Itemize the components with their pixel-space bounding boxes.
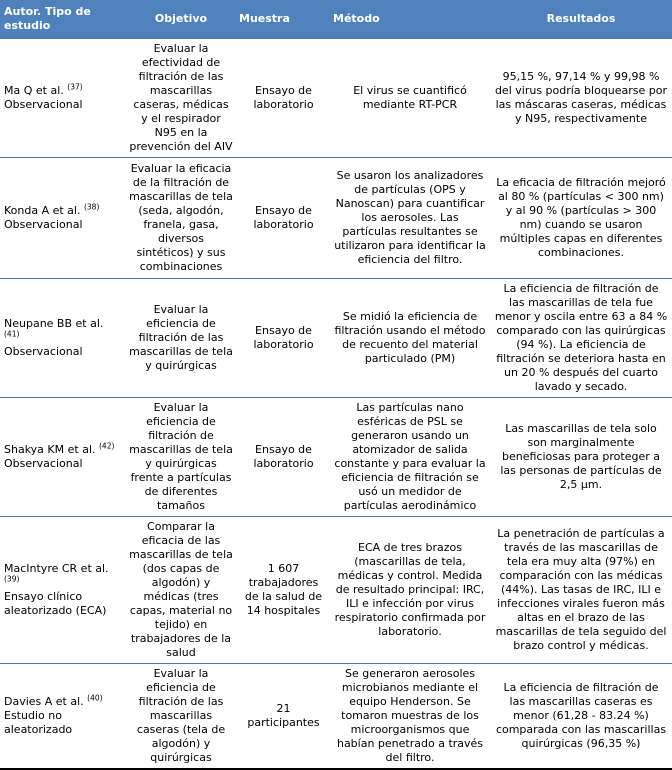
study-type: Observacional [4,97,83,111]
author-name: MacIntyre CR et al. [4,561,109,575]
method-cell: ECA de tres brazos (mascarillas de tela, médicas y control. Medida de resultado principal: IRC, ILI e infección por virus respiratorio confirmada por laboratorio. [334,540,486,638]
table-row [0,278,672,397]
study-type: Observacional [4,344,83,358]
reference-number: (41) [4,328,20,338]
author-name: Neupane BB et al. [4,316,104,330]
sample-cell: Ensayo de laboratorio [253,323,314,351]
column-header-autor-tipo-de-estudio: Autor. Tipo de estudio [0,0,125,38]
objective-cell: Evaluar la eficiencia de filtración de mascarillas de tela y quirúrgicas frente a partículas de diferentes tamaños [129,400,233,512]
objective-cell: Comparar la eficacia de las mascarillas de tela (dos capas de algodón) y médicas (tres capas, material no tejido) en trabajadores de la salud [129,519,233,659]
table-row [0,663,672,769]
sample-cell: Ensayo de laboratorio [253,83,314,111]
results-cell: Las mascarillas de tela solo son marginalmente beneficiosas para proteger a las personas de partículas de 2,5 μm. [500,421,662,491]
results-cell: 95,15 %, 97,14 % y 99,98 % del virus podría bloquearse por las máscaras caseras, médicas y N95, respectivamente [494,69,668,125]
study-type: Ensayo clínico aleatorizado (ECA) [4,589,107,617]
author-cell [0,397,125,516]
reference-number: (38) [83,201,100,211]
column-header-objetivo: Objetivo [125,0,237,38]
author-cell [0,157,125,278]
sample-cell: Ensayo de laboratorio [253,442,314,470]
results-cell: La eficiencia de filtración de las mascarillas de tela fue menor y oscila entre 63 a 84 % comparado con las quirúrgicas (94 %). La eficiencia de filtración se deteriora hasta en un 20 % después del cuarto lavado y secado. [494,281,668,393]
objective-cell: Evaluar la eficiencia de filtración de las mascarillas de tela y quirúrgicas [129,302,233,372]
method-cell: Las partículas nano esféricas de PSL se generaron usando un atomizador de salida constante y para evaluar la eficiencia de filtración se usó un medidor de partículas aerodinámico [334,400,486,512]
method-cell: Se usaron los analizadores de partículas (OPS y Nanoscan) para cuantificar los aerosoles. Las partículas resultantes se utilizaron para identificar la eficiencia del filtro. [334,168,486,266]
author-cell [0,516,125,663]
table-header-row [0,0,672,38]
objective-cell: Evaluar la eficiencia de filtración de las mascarillas caseras (tela de algodón) y quirúrgicas [136,666,226,764]
author-name: Shakya KM et al. [4,442,96,456]
author-cell [0,278,125,397]
results-cell: La eficiencia de filtración de las mascarillas caseras es menor (61,28 - 83.24 %) comparada con las mascarillas quirúrgicas (96,35 %) [495,680,667,750]
table-row [0,516,672,663]
column-header-muestra: Muestra [237,0,330,38]
method-cell: Se generaron aerosoles microbianos mediante el equipo Henderson. Se tomaron muestras de los microorganismos que habían penetrado a través del filtro. [336,666,484,764]
results-cell: La eficacia de filtración mejoró al 80 % (partículas < 300 nm) y al 90 % (partículas > 300 nm) cuando se usaron múltiples capas en diferentes combinaciones. [496,175,666,259]
column-header-resultados: Resultados [490,0,672,38]
method-cell: El virus se cuantificó mediante RT-PCR [353,83,467,111]
author-name: Davies A et al. [4,694,84,708]
results-cell: La penetración de partículas a través de las mascarillas de tela era muy alta (97%) en comparación con las médicas (44%). Las tasas de IRC, ILI e infecciones virales fueron más altas en el brazo de las mascarillas de tela seguido del brazo control y médicas. [495,526,667,652]
table-row [0,157,672,278]
objective-cell: Evaluar la efectividad de filtración de las mascarillas caseras, médicas y el respirador N95 en la prevención del AIV [129,41,233,153]
study-type: Estudio no aleatorizado [4,708,73,736]
sample-cell: 21 participantes [247,701,320,729]
reference-number: (37) [67,81,83,91]
table-row [0,397,672,516]
reference-number: (39) [4,573,20,583]
objective-cell: Evaluar la eficacia de la filtración de mascarillas de tela (seda, algodón, franela, gasa, diversos sintéticos) y sus combinaciones [129,161,233,273]
reference-number: (42) [99,440,115,450]
author-name: Konda A et al. [4,203,81,217]
method-cell: Se midió la eficiencia de filtración usando el método de recuento del material particulado (PM) [334,309,486,365]
study-type: Observacional [4,456,83,470]
sample-cell: 1 607 trabajadores de la salud de 14 hospitales [244,561,323,617]
table-body [0,38,672,769]
author-cell [0,663,125,769]
author-name: Ma Q et al. [4,83,64,97]
column-header-metodo: Método [330,0,490,38]
table-row [0,38,672,157]
study-type: Observacional [4,217,83,231]
author-cell [0,38,125,157]
reference-number: (40) [87,692,103,702]
sample-cell: Ensayo de laboratorio [253,203,314,231]
